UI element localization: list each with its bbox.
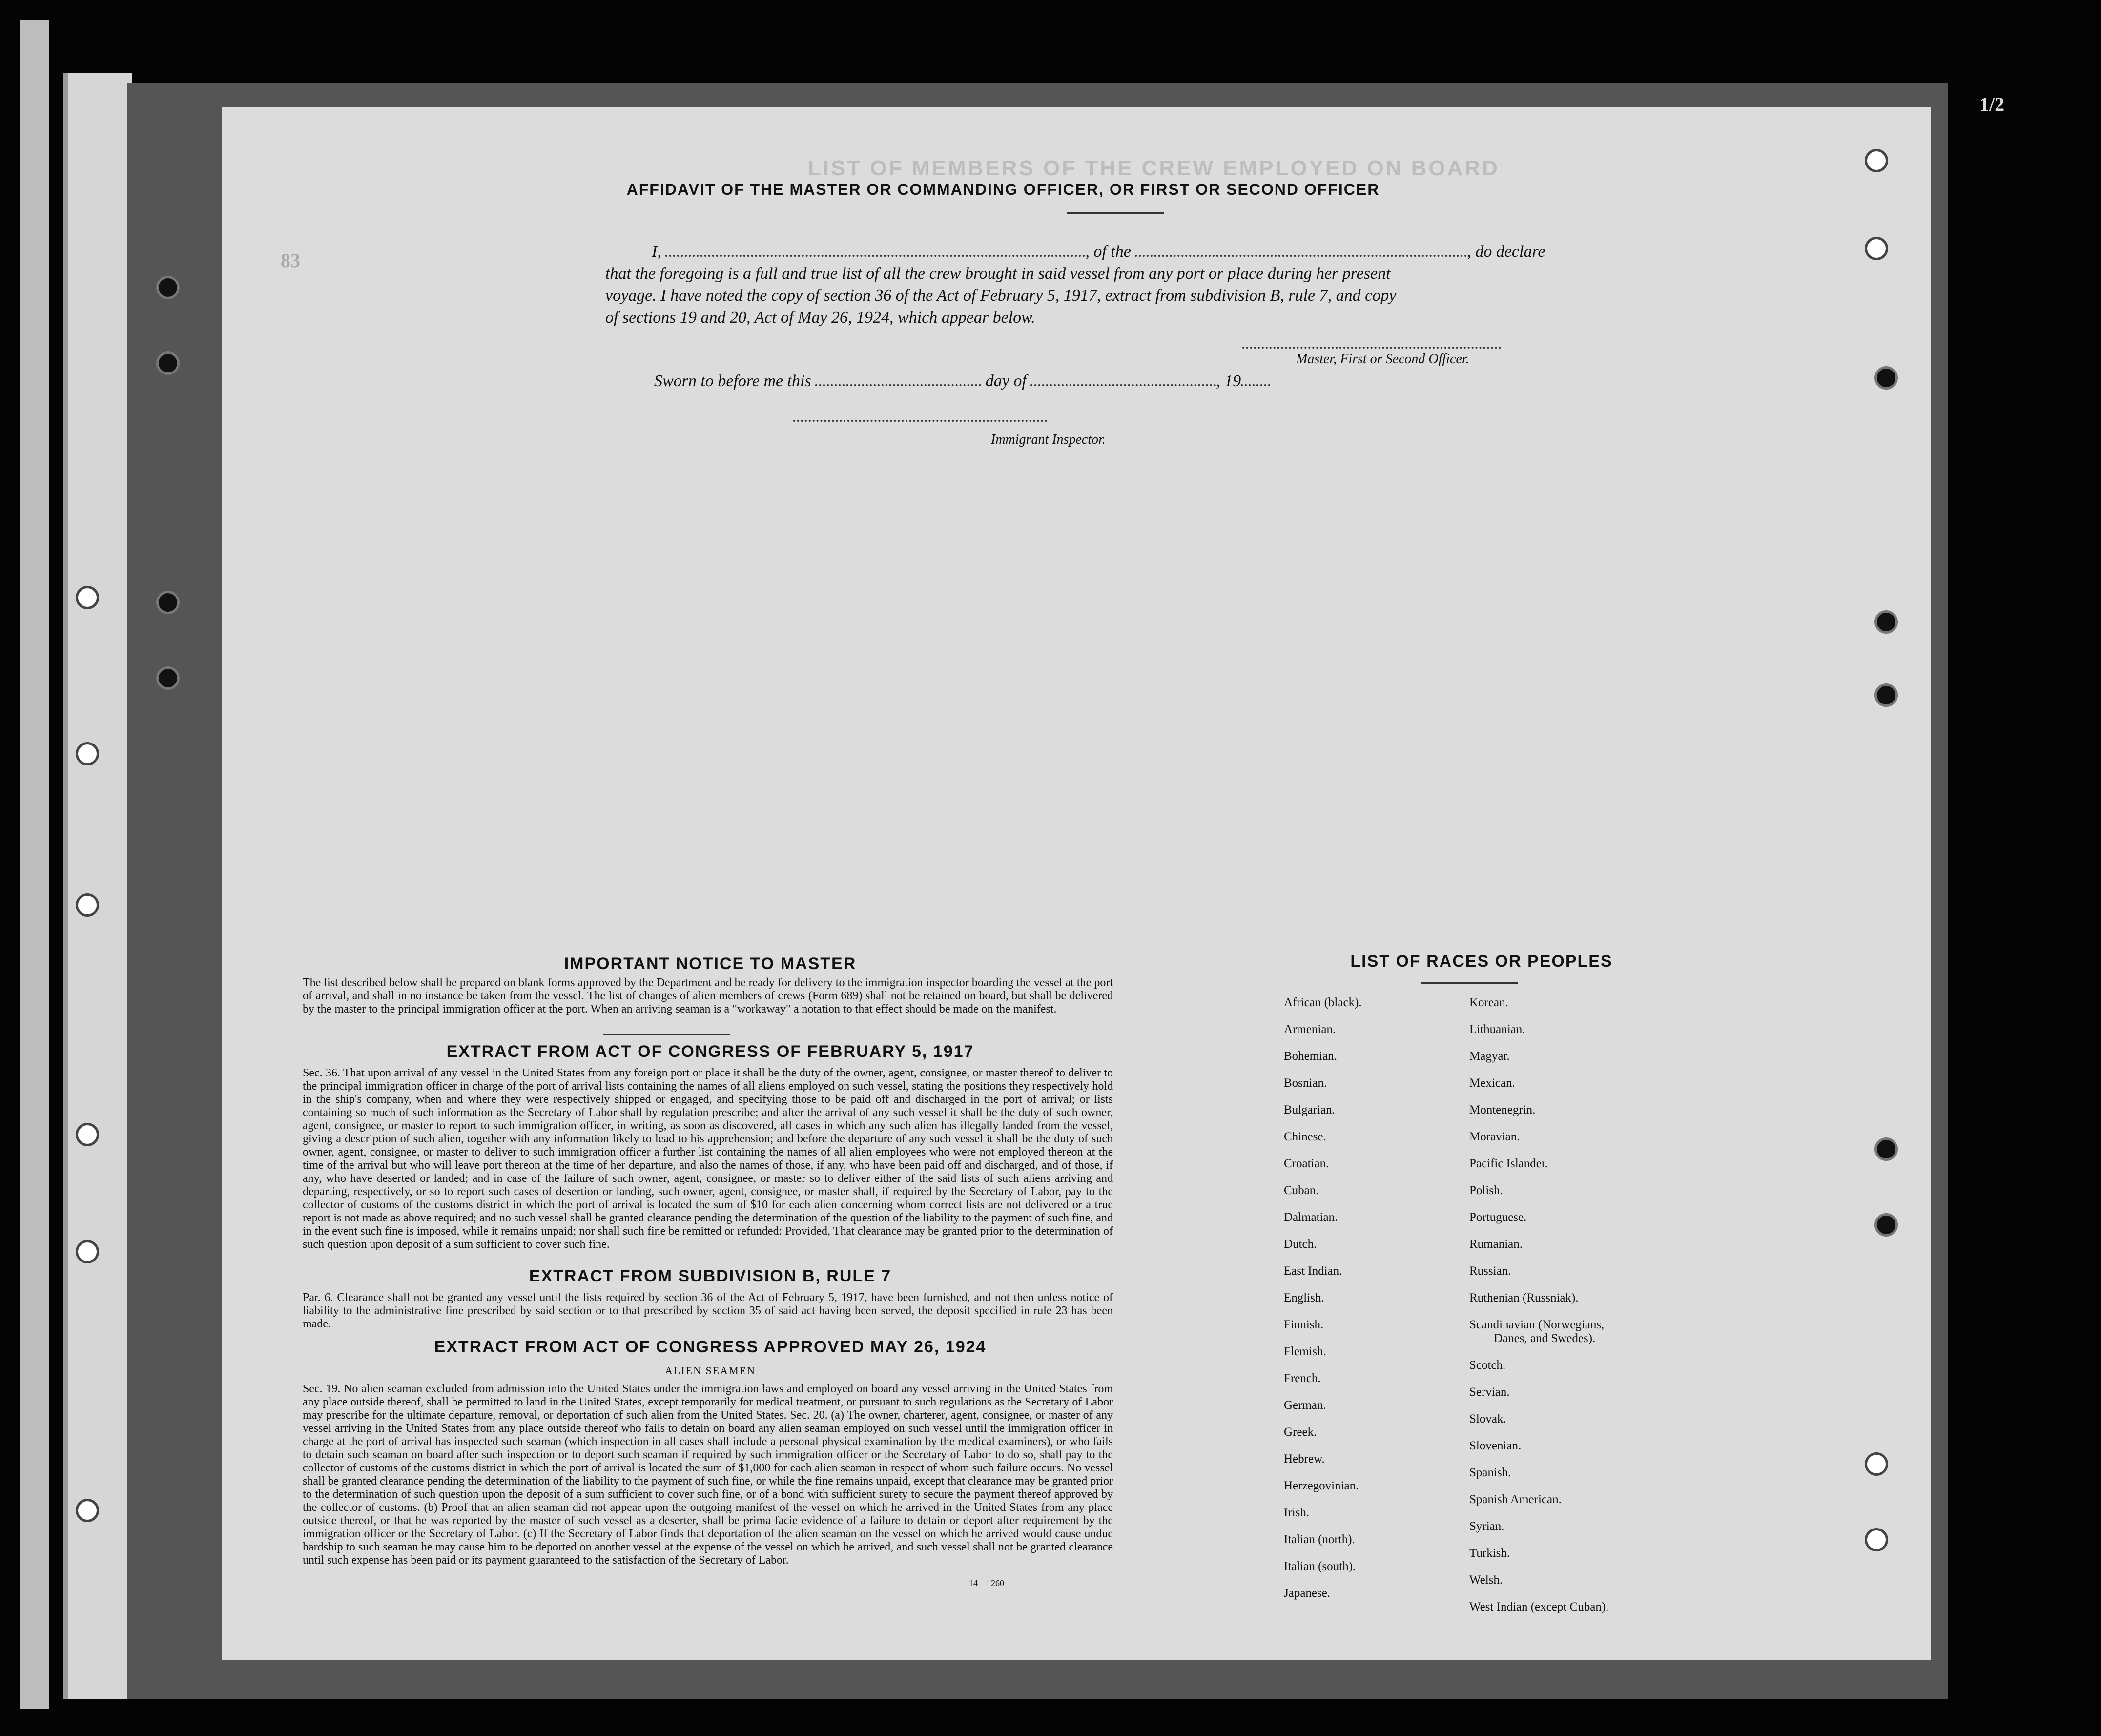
race-item: Ruthenian (Russniak).	[1469, 1291, 1579, 1304]
year-text: , 19	[1216, 372, 1241, 390]
binder-hole	[156, 591, 180, 614]
affidavit-of-the: , of the	[1085, 243, 1131, 261]
master-signature-line	[1242, 342, 1501, 349]
race-item: Spanish.	[1469, 1466, 1511, 1479]
binder-hole	[76, 742, 99, 765]
race-item: Bulgarian.	[1284, 1103, 1335, 1116]
sworn-day-blank	[815, 379, 981, 386]
race-item: Bohemian.	[1284, 1050, 1338, 1063]
divider	[603, 1034, 730, 1035]
race-item: Dutch.	[1284, 1238, 1317, 1251]
notice-body: The list described below shall be prepared on blank forms approved by the Department and be ready for delivery to the immigration inspector boarding the vessel at the port of arrival, and shall in no instance be taken from the vessel. The list of changes of alien members of crews (Form 689) shall not be retained on board, but shall be delivered by the master to the principal immigration officer at the port. When an arriving seaman is a "workaway" a notation to that effect should be made on the manifest.	[303, 976, 1113, 1015]
year-blank	[1241, 379, 1270, 386]
race-item: Armenian.	[1284, 1023, 1336, 1036]
race-item: Irish.	[1284, 1506, 1310, 1519]
punch-hole	[1865, 1452, 1888, 1476]
extract-1917-body: Sec. 36. That upon arrival of any vessel in the United States from any foreign port or place it shall be the duty of the owner, agent, consignee, or master thereof to deliver to the principal immigration officer in charge of the port of arrival lists containing the names of all aliens employed on such vessel, stating the positions they respectively hold in the ship's company, when and where they were respectively shipped or engaged, and specifying those to be paid off and discharged in the port of arrival; or lists containing so much of such information as the Secretary of Labor shall by regulation prescribe; and after the arrival of any such vessel it shall be the duty of such owner, agent, consignee, or master to report to such immigration officer, in writing, as soon as discovered, all cases in which any such alien has illegally landed from the vessel, giving a description of such alien, together with any information likely to lead to his apprehension; and before the departure of any such vessel it shall be the duty of such owner, agent, consignee, or master to deliver to such immigration officer a further list containing the names of all alien employees who were not employed thereon at the time of the arrival but who will leave port thereon at the time of her departure, and also the names of those, if any, who have been paid off and discharged, and of those, if any, who have deserted or landed; and in case of the failure of such owner, agent, consignee, or master so to deliver either of the said lists of such aliens arriving and departing, respectively, or so to report such cases of desertion or landing, such owner, agent, consignee, or master shall, if required by the Secretary of Labor, pay to the collector of customs of the customs district in which the port of arrival is located the sum of $10 for each alien concerning whom correct lists are not delivered or a true report is not made as above required; and no such vessel shall be granted clearance pending the determination of the question of the liability to the payment of such fine, and in the event such fine is imposed, while it remains unpaid; nor shall such fine be remitted or refunded: Provided, That clearance may be granted prior to the determination of such question upon deposit of a sum sufficient to cover such fine.	[303, 1067, 1113, 1251]
day-of-text: day of	[985, 372, 1027, 390]
affidavit-line-1	[652, 242, 1545, 262]
affidavit-declare: , do declare	[1467, 243, 1545, 261]
race-item: Italian (north).	[1284, 1533, 1355, 1546]
race-item: Syrian.	[1469, 1520, 1504, 1533]
race-item: Polish.	[1469, 1184, 1503, 1197]
punch-hole	[1874, 1213, 1898, 1237]
race-item: East Indian.	[1284, 1264, 1342, 1278]
race-item: Cuban.	[1284, 1184, 1319, 1197]
extract-1917-title: EXTRACT FROM ACT OF CONGRESS OF FEBRUARY 5, 1917	[446, 1042, 974, 1061]
race-item: Spanish American.	[1469, 1493, 1562, 1506]
notice-title: IMPORTANT NOTICE TO MASTER	[564, 954, 857, 973]
punch-hole	[1874, 366, 1898, 390]
inspector-signature-line	[793, 415, 1047, 422]
race-item: Lithuanian.	[1469, 1023, 1525, 1036]
binder-hole	[156, 666, 180, 690]
race-item: Croatian.	[1284, 1157, 1329, 1170]
punch-hole	[1865, 149, 1888, 172]
affidavit-line-2: that the foregoing is a full and true list of all the crew brought in said vessel from any port or place during her present	[605, 265, 1391, 283]
month-blank	[1030, 379, 1216, 386]
race-item: Servian.	[1469, 1385, 1510, 1399]
races-title: LIST OF RACES OR PEOPLES	[1350, 952, 1613, 971]
race-item: Greek.	[1284, 1426, 1317, 1439]
affidavit-title: AFFIDAVIT OF THE MASTER OR COMMANDING OFFICER, OR FIRST OR SECOND OFFICER	[626, 181, 1380, 198]
binder-hole	[76, 1499, 99, 1522]
race-item: German.	[1284, 1399, 1326, 1412]
race-item: English.	[1284, 1291, 1324, 1304]
extract-1924-title: EXTRACT FROM ACT OF CONGRESS APPROVED MAY 26, 1924	[434, 1338, 987, 1356]
alien-seamen-subtitle: ALIEN SEAMEN	[665, 1364, 756, 1377]
race-item: West Indian (except Cuban).	[1469, 1600, 1609, 1613]
race-item: Montenegrin.	[1469, 1103, 1536, 1116]
sworn-text: Sworn to before me this	[654, 372, 811, 390]
binder-strip	[63, 73, 132, 1699]
sworn-line	[654, 371, 1270, 392]
race-item: Scandinavian (Norwegians,	[1469, 1318, 1605, 1331]
binder-edge	[20, 20, 49, 1709]
punch-hole	[1874, 1137, 1898, 1161]
name-blank	[665, 250, 1085, 257]
vessel-blank	[1135, 250, 1467, 257]
race-item: Mexican.	[1469, 1076, 1515, 1090]
race-item: Rumanian.	[1469, 1238, 1523, 1251]
race-item: Russian.	[1469, 1264, 1511, 1278]
divider	[1421, 982, 1518, 984]
margin-mark: 83	[281, 249, 300, 271]
punch-hole	[1865, 237, 1888, 260]
rule7-body: Par. 6. Clearance shall not be granted any vessel until the lists required by section 36 of the Act of February 5, 1917, have been furnished, and not then unless notice of liability to the administrative fine prescribed by said section or to that prescribed by section 35 of said act having been served, the deposit specified in rule 23 has been made.	[303, 1291, 1113, 1330]
race-item: Bosnian.	[1284, 1076, 1327, 1090]
race-item: French.	[1284, 1372, 1321, 1385]
binder-hole	[76, 586, 99, 609]
race-item: Hebrew.	[1284, 1452, 1325, 1466]
inspector-signature-label: Immigrant Inspector.	[991, 432, 1106, 447]
race-item: Turkish.	[1469, 1547, 1510, 1560]
race-item: Flemish.	[1284, 1345, 1326, 1358]
race-item: Magyar.	[1469, 1050, 1510, 1063]
race-item: Moravian.	[1469, 1130, 1520, 1143]
race-item: Korean.	[1469, 996, 1508, 1009]
punch-hole	[1865, 1528, 1888, 1551]
race-item: Danes, and Swedes).	[1494, 1332, 1596, 1345]
master-signature-label: Master, First or Second Officer.	[1296, 351, 1469, 367]
race-item: Finnish.	[1284, 1318, 1324, 1331]
race-item: Herzegovinian.	[1284, 1479, 1359, 1492]
race-item: Italian (south).	[1284, 1560, 1356, 1573]
manifest-page	[222, 93, 2005, 1660]
affidavit-line-4: of sections 19 and 20, Act of May 26, 1924, which appear below.	[605, 309, 1035, 327]
race-item: Pacific Islander.	[1469, 1157, 1548, 1170]
race-item: Portuguese.	[1469, 1211, 1527, 1224]
punch-hole	[1874, 683, 1898, 707]
race-item: Chinese.	[1284, 1130, 1326, 1143]
binder-hole	[76, 893, 99, 917]
race-item: Japanese.	[1284, 1587, 1331, 1600]
extract-1924-body: Sec. 19. No alien seaman excluded from admission into the United States under the immigration laws and employed on board any vessel arriving in the United States from any place outside thereof, shall be permitted to land in the United States, except temporarily for medical treatment, or pursuant to such regulations as the Secretary of Labor may prescribe for the ultimate departure, removal, or deportation of such alien from the United States. Sec. 20. (a) The owner, charterer, agent, consignee, or master of any vessel arriving in the United States from any place outside thereof who fails to detain on board any alien seaman employed on such vessel until the immigration officer in charge at the port of arrival has inspected such seaman (which inspection in all cases shall include a personal physical examination by the medical examiners), or who fails to detain such seaman on board after such inspection or to deport such seaman if required by such immigration officer or the Secretary of Labor to do so, shall pay to the collector of customs of the customs district in which the port of arrival is located the sum of $1,000 for each alien seaman in respect of whom such failure occurs. No vessel shall be granted clearance pending the determination of the liability to the payment of such fine, or while the fine remains unpaid, except that clearance may be granted prior to the determination of such question upon the deposit of a sum sufficient to cover such fine, or of a bond with sufficient surety to secure the payment thereof approved by the collector of customs. (b) Proof that an alien seaman did not appear upon the outgoing manifest of the vessel on which he arrived in the United States from any place outside thereof, or that he was reported by the master of such vessel as a deserter, shall be prima facie evidence of a failure to detain or deport after requirement by the immigration officer or the Secretary of Labor. (c) If the Secretary of Labor finds that deportation of the alien seaman on the vessel on which he arrived would cause undue hardship to such seaman he may cause him to be deported on another vessel at the expense of the vessel on which he arrived, and such vessel shall not be granted clearance until such expense has been paid or its payment guaranteed to the satisfaction of the Secretary of Labor.	[303, 1383, 1113, 1567]
race-item: Slovak.	[1469, 1412, 1506, 1426]
punch-hole	[1874, 610, 1898, 634]
race-item: Scotch.	[1469, 1359, 1506, 1372]
corner-mark: 1/2	[1979, 93, 2005, 115]
affidavit-i: I,	[652, 243, 661, 261]
race-item: Dalmatian.	[1284, 1211, 1338, 1224]
form-number: 14—1260	[969, 1578, 1004, 1588]
affidavit-line-3: voyage. I have noted the copy of section 36 of the Act of February 5, 1917, extract from subdivision B, rule 7, and copy	[605, 287, 1397, 305]
race-item: Slovenian.	[1469, 1439, 1522, 1452]
bleed-through-text: LIST OF MEMBERS OF THE CREW EMPLOYED ON BOARD	[808, 156, 1500, 180]
rule7-title: EXTRACT FROM SUBDIVISION B, RULE 7	[529, 1267, 892, 1285]
binder-hole	[76, 1123, 99, 1146]
binder-hole	[76, 1240, 99, 1263]
race-item: African (black).	[1284, 996, 1362, 1009]
divider	[1067, 212, 1164, 214]
binder-hole	[156, 276, 180, 299]
race-item: Welsh.	[1469, 1573, 1503, 1587]
binder-hole	[156, 351, 180, 375]
